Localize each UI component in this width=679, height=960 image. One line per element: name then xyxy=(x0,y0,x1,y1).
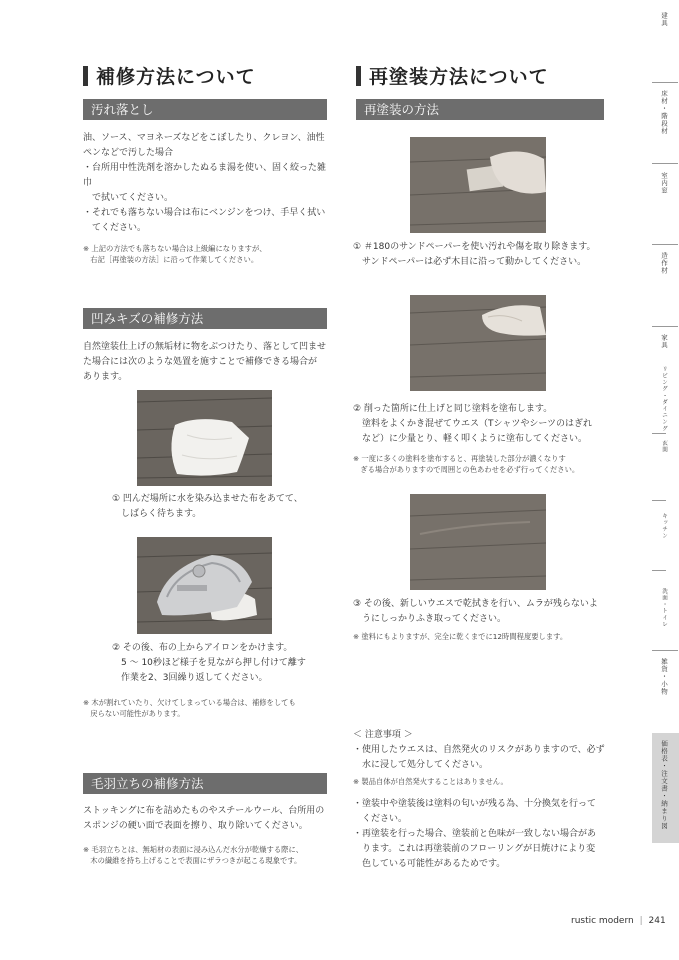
sidebar-tab[interactable]: 玄関 xyxy=(661,440,667,454)
sidebar-divider xyxy=(652,82,678,83)
brand-name: rustic modern xyxy=(571,916,634,926)
stain-removal-body xyxy=(83,131,328,265)
left-page-title: 補修方法について xyxy=(83,62,256,89)
fuzz-note-line: 木の繊維を持ち上げることで表面にザラつきが起こる現象です。 xyxy=(83,856,302,865)
photo-iron xyxy=(137,537,272,634)
sidebar-divider xyxy=(652,650,678,651)
caution-item-line: ・塗装中や塗装後は塗料の匂いが残る為、十分換気を行って xyxy=(353,799,597,809)
recoat-step1-line: サンドペーパーは必ず木目に沿って動かしてください。 xyxy=(353,257,587,267)
dent-note-line: ※ 木が割れていたり、欠けてしまっている場合は、補修をしても xyxy=(83,698,296,707)
caution-item-line: ください。 xyxy=(353,814,408,824)
caution-item-line: 色している可能性があるためです。 xyxy=(353,859,506,869)
caution-item-line: 水に浸して処分してください。 xyxy=(353,760,489,770)
dent-intro xyxy=(83,340,328,385)
stain-intro-line: 油、ソース、マヨネーズなどをこぼしたり、クレヨン、油性 xyxy=(83,133,325,143)
dent-intro-line: た場合には次のような処置を施すことで補修できる場合が xyxy=(83,357,318,367)
caution-item-line: ります。これは再塗装前のフローリングが日焼けにより変 xyxy=(353,844,596,854)
caution-item-line: ・再塗装を行った場合、塗装前と色味が一致しない場合があ xyxy=(353,829,597,839)
section-heading-stain-removal: 汚れ落とし xyxy=(83,99,327,120)
footer-separator: | xyxy=(639,916,643,926)
sidebar-tab-active[interactable]: 価格表・注文書・納まり図 xyxy=(660,740,668,830)
caution-note: ※ 製品自体が自然発火することはありません。 xyxy=(353,777,508,786)
caution-item-line: ・使用したウエスは、自然発火のリスクがありますので、必ず xyxy=(353,745,605,755)
sidebar-tab[interactable]: 床材・階段材 xyxy=(660,90,668,135)
sidebar-divider xyxy=(652,570,666,571)
stain-bullet-line: で拭いてください。 xyxy=(83,193,174,203)
recoat-step3-line: うにしっかりふき取ってください。 xyxy=(353,614,507,624)
dent-intro-line: 自然塗装仕上げの無垢材に物をぶつけたり、落として凹ませ xyxy=(83,342,327,352)
recoat-step2 xyxy=(353,402,613,475)
stain-bullet-line: ・台所用中性洗剤を溶かしたぬるま湯を使い、固く絞った雑巾 xyxy=(83,163,327,188)
dent-step2-line: 作業を2、3回繰り返してください。 xyxy=(112,673,268,683)
recoat-step3-line: ③ その後、新しいウエスで乾拭きを行い、ムラが残らないよ xyxy=(353,599,598,609)
sidebar-tab[interactable]: 洗面・トイレ xyxy=(661,588,667,628)
dent-note-line: 戻らない可能性があります。 xyxy=(83,709,185,718)
recoat-step3 xyxy=(353,597,613,642)
fuzz-note-line: ※ 毛羽立ちとは、無垢材の表面に浸み込んだ水分が乾燥する際に、 xyxy=(83,845,304,854)
sidebar-tab[interactable]: 室内窓 xyxy=(660,172,668,195)
sidebar-tab[interactable]: 家具 xyxy=(660,334,668,349)
fuzz-intro-line: ストッキングに布を詰めたものやスチールウール、台所用の xyxy=(83,806,325,816)
sidebar-divider xyxy=(652,433,666,434)
sidebar-tab[interactable]: リビング・ダイニング xyxy=(661,366,667,432)
stain-intro-line: ペンなどで汚した場合 xyxy=(83,148,174,158)
caution-block xyxy=(353,728,613,872)
stain-bullet-line: てください。 xyxy=(83,223,147,233)
sidebar-tab[interactable]: 造作材 xyxy=(660,252,668,275)
recoat-step2-line: など）に少量とり、軽く叩くように塗布してください。 xyxy=(353,434,588,444)
sidebar-divider xyxy=(652,244,678,245)
sidebar-tab[interactable]: 建具 xyxy=(660,12,668,27)
page-footer xyxy=(571,916,666,926)
dent-step2-line: 5 〜 10秒ほど様子を見ながら押し付けて離す xyxy=(112,658,306,668)
dent-step1-line: しばらく待ちます。 xyxy=(112,509,202,519)
photo-sanding xyxy=(410,137,546,233)
stain-note-line: ※ 上記の方法でも落ちない場合は上級編になりますが、 xyxy=(83,244,267,253)
sidebar-divider xyxy=(652,500,666,501)
photo-dry-wipe xyxy=(410,494,546,590)
dent-step1 xyxy=(112,492,327,522)
dent-step1-line: ① 凹んだ場所に水を染み込ませた布をあてて、 xyxy=(112,494,303,504)
photo-applying-paint xyxy=(410,295,546,391)
sidebar-divider xyxy=(652,163,678,164)
title-bar-marker xyxy=(356,66,361,86)
fuzz-body xyxy=(83,804,333,866)
fuzz-intro-line: スポンジの硬い面で表面を擦り、取り除いてください。 xyxy=(83,821,308,831)
recoat-step2-line: 塗料をよくかき混ぜてウエス（Tシャツやシーツのはぎれ xyxy=(353,419,592,429)
dent-intro-line: あります。 xyxy=(83,372,128,382)
recoat-step1 xyxy=(353,240,613,270)
photo-wet-cloth xyxy=(137,390,272,486)
page-number: 241 xyxy=(648,916,666,926)
recoat-note3: ※ 塗料にもよりますが、完全に乾くまでに12時間程度要します。 xyxy=(353,632,568,641)
sidebar-tab[interactable]: 雑貨・小物 xyxy=(660,658,668,696)
recoat-note2-line: ぎる場合がありますので周囲との色あわせを必ず行ってください。 xyxy=(353,465,580,474)
recoat-note2-line: ※ 一度に多くの塗料を塗布すると、再塗装した部分が濃くなりす xyxy=(353,454,566,463)
recoat-step1-line: ① ＃180のサンドペーパーを使い汚れや傷を取り除きます。 xyxy=(353,242,596,252)
recoat-step2-line: ② 削った箇所に仕上げと同じ塗料を塗布します。 xyxy=(353,404,553,414)
dent-note xyxy=(83,697,333,719)
section-heading-recoat-method: 再塗装の方法 xyxy=(356,99,604,120)
section-heading-dent-repair: 凹みキズの補修方法 xyxy=(83,308,327,329)
stain-bullet-line: ・それでも落ちない場合は布にベンジンをつけ、手早く拭い xyxy=(83,208,326,218)
stain-note-line: 右記［再塗装の方法］に沿って作業してください。 xyxy=(83,255,259,264)
dent-step2-line: ② その後、布の上からアイロンをかけます。 xyxy=(112,643,293,653)
title-bar-marker xyxy=(83,66,88,86)
right-page-title: 再塗装方法について xyxy=(356,62,549,89)
caution-heading: ＜ 注意事項 ＞ xyxy=(353,730,413,740)
sidebar-index xyxy=(652,0,679,960)
dent-step2 xyxy=(112,641,332,686)
sidebar-divider xyxy=(652,326,678,327)
sidebar-tab[interactable]: キッチン xyxy=(661,513,667,540)
section-heading-fuzz-repair: 毛羽立ちの補修方法 xyxy=(83,773,327,794)
